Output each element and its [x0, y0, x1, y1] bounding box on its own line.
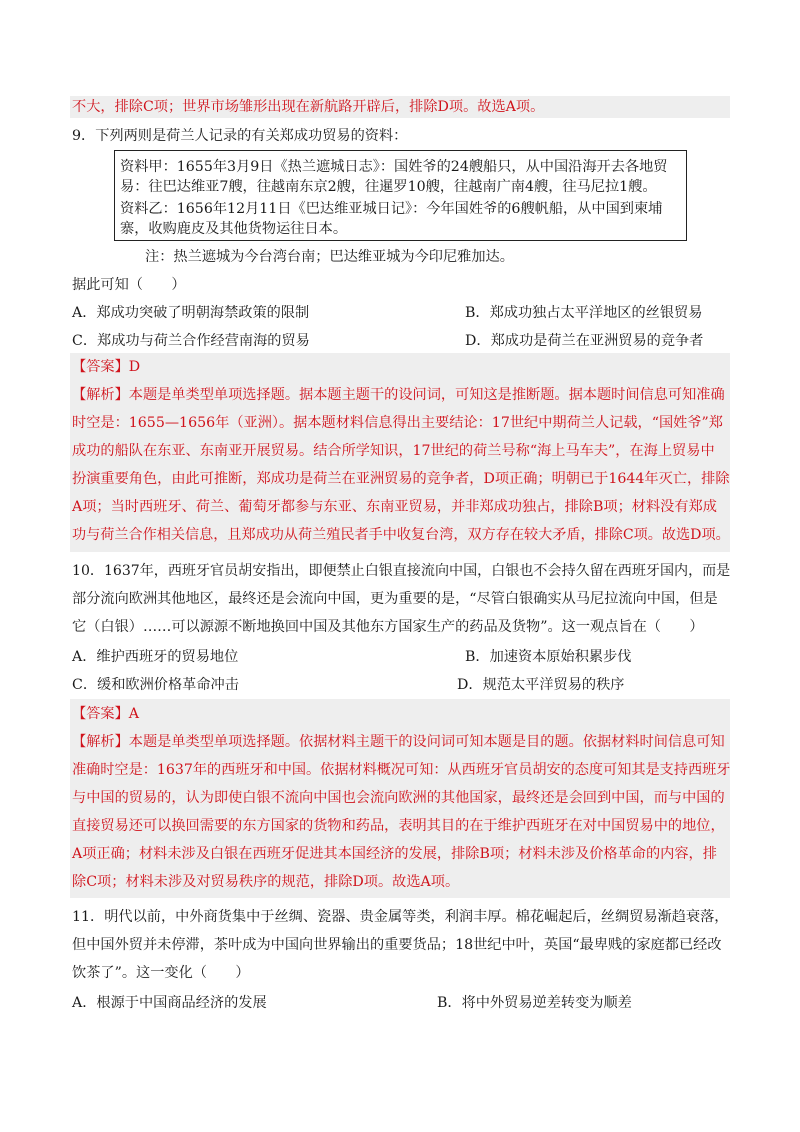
prev-analysis-tail: 不大，排除C项；世界市场雏形出现在新航路开辟后，排除D项。故选A项。: [72, 99, 545, 115]
q10-stem-line: 部分流向欧洲其他地区，最终还是会流向中国，更为重要的是，“尽管白银确实从马尼拉流向中国，但是: [72, 591, 718, 607]
q9-material-b-line2: 寨，收购鹿皮及其他货物运往日本。: [120, 221, 348, 237]
q11-stem-line: 饮茶了”。这一变化（ ）: [72, 965, 250, 981]
q9-question: 据此可知（ ）: [72, 277, 186, 293]
q9-analysis-line: 时空是：1655—1656年（亚洲）。据本题材料信息得出主要结论：17世纪中期荷兰人记载，“国姓爷”郑: [72, 415, 723, 431]
q9-option-d: D．郑成功是荷兰在亚洲贸易的竞争者: [465, 333, 704, 349]
q10-analysis-line: 【解析】本题是单类型单项选择题。依据材料主题干的设问词可知本题是目的题。依据材料时间信息可知: [72, 734, 725, 750]
q10-analysis-line: 直接贸易还可以换回需要的东方国家的货物和药品，表明其目的在于维护西班牙在对中国贸易中的地位，: [72, 818, 725, 834]
q9-analysis-line: A项；当时西班牙、荷兰、葡萄牙都参与东亚、东南亚贸易，并非郑成功独占，排除B项；材料没有郑成: [72, 499, 717, 515]
q10-stem-line: 它（白银）……可以源源不断地换回中国及其他东方国家生产的药品及货物”。这一观点旨在（ ）: [72, 619, 704, 635]
q10-stem-line: 10．1637年，西班牙官员胡安指出，即便禁止白银直接流向中国，白银也不会持久留在西班牙国内，而是: [72, 563, 731, 579]
q11-option-b: B．将中外贸易逆差转变为顺差: [437, 995, 632, 1011]
q10-analysis-line: 与中国的贸易的，认为即使白银不流向中国也会流向欧洲的其他国家，最终还是会回到中国，而与中国的: [72, 790, 725, 806]
q9-option-b: B．郑成功独占太平洋地区的丝银贸易: [465, 305, 703, 321]
q9-analysis-line: 成功的船队在东亚、东南亚开展贸易。结合所学知识，17世纪的荷兰号称“海上马车夫”，在海上贸易中: [72, 443, 715, 459]
q9-note: 注：热兰遮城为今台湾台南；巴达维亚城为今印尼雅加达。: [145, 249, 514, 265]
q9-option-c: C．郑成功与荷兰合作经营南海的贸易: [72, 333, 310, 349]
q10-analysis-line: 除C项；材料未涉及对贸易秩序的规范，排除D项。故选A项。: [72, 874, 460, 890]
q11-stem-line: 但中国外贸并未停滞，茶叶成为中国向世界输出的重要货品；18世纪中叶，英国“最卑贱的家庭都已经改: [72, 937, 722, 953]
q9-material-a-line2: 易：往巴达维亚7艘，往越南东京2艘，往暹罗10艘，往越南广南4艘，往马尼拉1艘。: [120, 179, 657, 195]
q10-analysis-line: A项正确；材料未涉及白银在西班牙促进其本国经济的发展，排除B项；材料未涉及价格革命的内容，排: [72, 846, 717, 862]
q9-analysis-line: 扮演重要角色，由此可推断，郑成功是荷兰在亚洲贸易的竞争者，D项正确；明朝已于1644年灭亡，排除: [72, 471, 730, 487]
q9-analysis-line: 【解析】本题是单类型单项选择题。据本题主题干的设问词，可知这是推断题。据本题时间信息可知准确: [72, 387, 725, 403]
q9-option-a: A．郑成功突破了明朝海禁政策的限制: [72, 305, 310, 321]
q10-option-b: B．加速资本原始积累步伐: [465, 649, 632, 665]
q10-option-a: A．维护西班牙的贸易地位: [72, 649, 239, 665]
q10-option-c: C．缓和欧洲价格革命冲击: [72, 677, 239, 693]
q11-stem-line: 11．明代以前，中外商货集中于丝绸、瓷器、贵金属等类，利润丰厚。棉花崛起后，丝绸贸易渐趋衰落，: [72, 909, 729, 925]
q10-analysis-line: 准确时空是：1637年的西班牙和中国。依据材料概况可知：从西班牙官员胡安的态度可知其是支持西班牙: [72, 762, 731, 778]
q9-stem: 9．下列两则是荷兰人记录的有关郑成功贸易的资料：: [72, 128, 408, 144]
q10-option-d: D．规范太平洋贸易的秩序: [457, 677, 625, 693]
q11-option-a: A．根源于中国商品经济的发展: [72, 995, 267, 1011]
q10-answer: 【答案】A: [72, 706, 139, 722]
q9-answer: 【答案】D: [72, 359, 141, 375]
q9-material-b-line1: 资料乙：1656年12月11日《巴达维亚城日记》：今年国姓爷的6艘帆船，从中国到柬埔: [120, 201, 663, 217]
q9-material-a-line1: 资料甲：1655年3月9日《热兰遮城日志》：国姓爷的24艘船只，从中国沿海开去各地贸: [120, 159, 668, 175]
q9-analysis-line: 功与荷兰合作相关信息，且郑成功从荷兰殖民者手中收复台湾，双方存在较大矛盾，排除C项。故选D项。: [72, 527, 730, 543]
